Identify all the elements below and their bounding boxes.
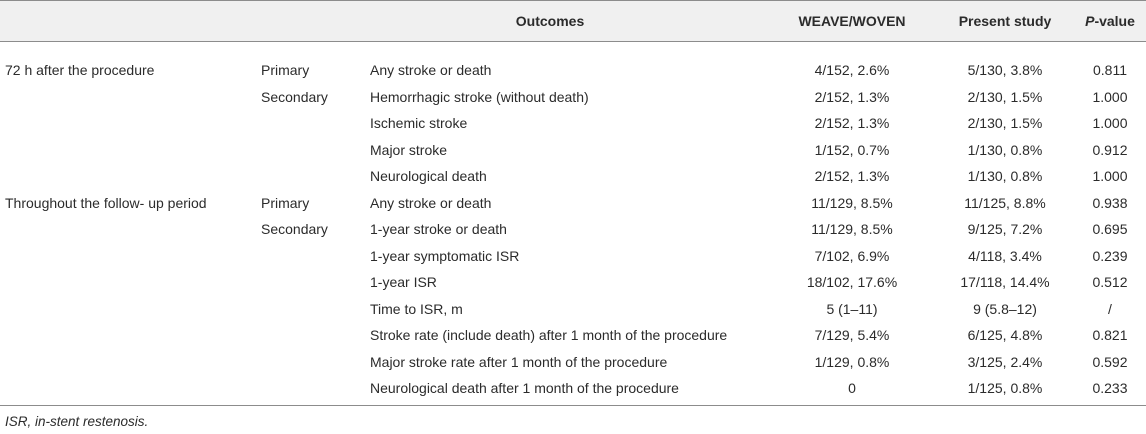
cell-present-study: 4/118, 3.4%	[968, 247, 1042, 264]
cell-p-value: 0.912	[1092, 141, 1128, 158]
cell-p-value: 0.233	[1092, 380, 1128, 396]
cell-outcome: Major stroke	[370, 141, 448, 158]
cell-p-value: 0.938	[1092, 194, 1128, 211]
cell-weave-woven: 7/102, 6.9%	[814, 247, 890, 264]
cell-outcome: Major stroke rate after 1 month of the procedure	[370, 353, 668, 370]
cell-outcome: 1-year stroke or death	[370, 221, 507, 237]
table-row	[0, 189, 1146, 216]
table-body	[0, 42, 1146, 401]
cell-present-study: 2/130, 1.5%	[967, 88, 1043, 105]
cell-outcome: 1-year symptomatic ISR	[370, 247, 520, 264]
cell-weave-woven: 5 (1–11)	[826, 300, 878, 317]
table-row	[0, 295, 1146, 322]
cell-outcome: Hemorrhagic stroke (without death)	[370, 88, 589, 105]
header-weave-woven: WEAVE/WOVEN	[798, 13, 906, 29]
cell-p-value: 0.695	[1092, 221, 1128, 237]
cell-present-study: 11/125, 8.8%	[964, 194, 1046, 211]
table-row	[0, 374, 1146, 401]
cell-endpoint: Primary	[261, 62, 310, 78]
cell-p-value: 0.592	[1092, 353, 1128, 370]
cell-weave-woven: 18/102, 17.6%	[806, 274, 898, 290]
cell-outcome: Neurological death	[370, 168, 487, 184]
table-row	[0, 56, 1146, 83]
table-row	[0, 136, 1146, 163]
cell-p-value: 1.000	[1092, 88, 1128, 105]
cell-outcome: 1-year ISR	[370, 274, 437, 290]
cell-weave-woven: 2/152, 1.3%	[814, 115, 890, 131]
cell-outcome: Any stroke or death	[370, 62, 492, 78]
table-row	[0, 83, 1146, 110]
cell-present-study: 9/125, 7.2%	[967, 221, 1043, 237]
table-row	[0, 242, 1146, 269]
cell-p-value: 0.239	[1092, 247, 1128, 264]
cell-outcome: Time to ISR, m	[370, 300, 463, 317]
cell-outcome: Neurological death after 1 month of the procedure	[370, 380, 679, 396]
cell-weave-woven: 11/129, 8.5%	[811, 194, 893, 211]
cell-p-value: 0.811	[1093, 62, 1127, 78]
cell-present-study: 1/130, 0.8%	[967, 168, 1043, 184]
table-footnote: ISR, in-stent restenosis.	[5, 414, 149, 429]
cell-endpoint: Primary	[261, 194, 310, 211]
cell-p-value: 0.821	[1092, 327, 1128, 343]
cell-present-study: 6/125, 4.8%	[967, 327, 1043, 343]
cell-p-value: 0.512	[1092, 274, 1128, 290]
cell-p-value: 1.000	[1092, 115, 1128, 131]
table-header-row	[0, 0, 1146, 42]
cell-weave-woven: 2/152, 1.3%	[814, 168, 890, 184]
cell-endpoint: Secondary	[261, 221, 328, 237]
cell-endpoint: Secondary	[261, 88, 328, 105]
cell-timepoint: 72 h after the procedure	[5, 62, 155, 78]
cell-weave-woven: 0	[848, 380, 856, 396]
cell-present-study: 3/125, 2.4%	[967, 353, 1043, 370]
header-p-value	[1080, 13, 1140, 29]
cell-present-study: 1/125, 0.8%	[967, 380, 1043, 396]
cell-present-study: 9 (5.8–12)	[973, 300, 1037, 317]
cell-present-study: 1/130, 0.8%	[967, 141, 1043, 158]
table-row	[0, 162, 1146, 189]
header-p-suffix: -value	[1094, 13, 1135, 29]
cell-weave-woven: 7/129, 5.4%	[814, 327, 890, 343]
cell-weave-woven: 1/129, 0.8%	[814, 353, 890, 370]
cell-present-study: 17/118, 14.4%	[960, 274, 1050, 290]
cell-timepoint: Throughout the follow- up period	[5, 194, 207, 211]
cell-weave-woven: 11/129, 8.5%	[811, 221, 893, 237]
cell-present-study: 2/130, 1.5%	[967, 115, 1043, 131]
cell-outcome: Ischemic stroke	[370, 115, 468, 131]
cell-p-value: 1.000	[1092, 168, 1128, 184]
cell-present-study: 5/130, 3.8%	[967, 62, 1043, 78]
table-row	[0, 215, 1146, 242]
table-bottom-rule	[0, 405, 1146, 406]
table-row	[0, 321, 1146, 348]
cell-weave-woven: 2/152, 1.3%	[814, 88, 890, 105]
table-row	[0, 268, 1146, 295]
table-row	[0, 109, 1146, 136]
cell-weave-woven: 4/152, 2.6%	[814, 62, 890, 78]
cell-outcome: Any stroke or death	[370, 194, 492, 211]
header-present-study: Present study	[958, 13, 1052, 29]
cell-weave-woven: 1/152, 0.7%	[814, 141, 890, 158]
header-outcomes: Outcomes	[515, 13, 585, 29]
header-p-letter: P	[1085, 13, 1095, 29]
cell-outcome: Stroke rate (include death) after 1 month of the procedure	[370, 327, 728, 343]
table-row	[0, 348, 1146, 375]
cell-p-value: /	[1108, 300, 1112, 317]
